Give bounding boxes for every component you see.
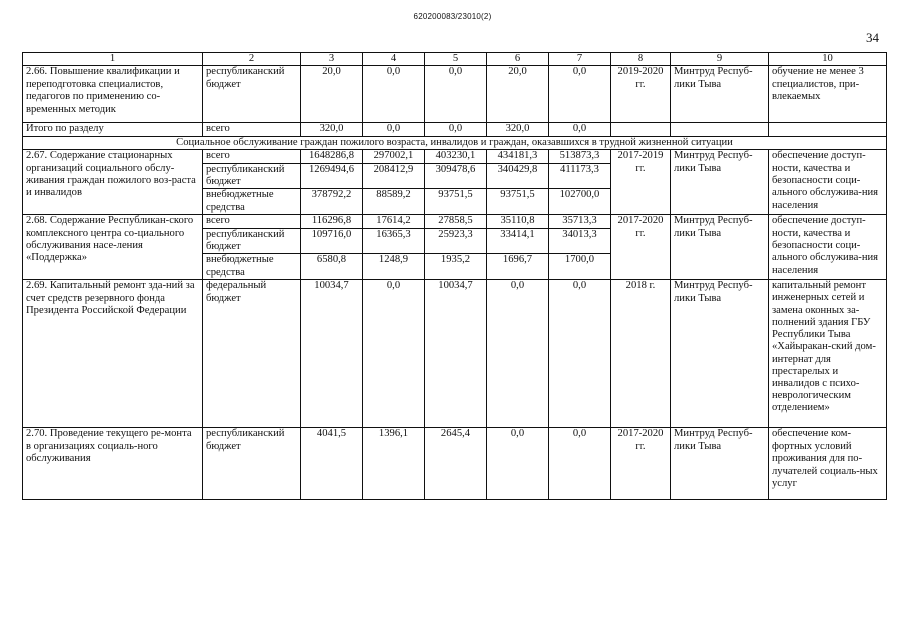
value-year-1: 1248,9 [363, 254, 425, 280]
value-year-1: 208412,9 [363, 163, 425, 189]
measure-name: 2.69. Капитальный ремонт зда-ний за счет средств резервного фонда Президента Российской Федерации [23, 280, 203, 428]
table-row [23, 280, 887, 428]
value-year-3: 20,0 [487, 66, 549, 123]
value-year-3: 33414,1 [487, 228, 549, 254]
page-number: 34 [866, 30, 879, 45]
measure-name: 2.70. Проведение текущего ре-монта в организациях социаль-ного обслуживания [23, 428, 203, 500]
document-id: 620200083/23010(2) [413, 12, 492, 21]
value-year-2: 27858,5 [425, 215, 487, 228]
value-year-4: 1700,0 [549, 254, 611, 280]
funding-source: республиканский бюджет [203, 163, 301, 189]
value-total: 320,0 [301, 123, 363, 136]
value-year-3: 320,0 [487, 123, 549, 136]
value-total: 4041,5 [301, 428, 363, 500]
col-header-1: 1 [23, 53, 203, 66]
value-year-2: 10034,7 [425, 280, 487, 428]
executor: Минтруд Респуб-лики Тыва [671, 66, 769, 123]
col-header-10: 10 [769, 53, 887, 66]
value-year-2: 0,0 [425, 66, 487, 123]
funding-source: федеральный бюджет [203, 280, 301, 428]
measure-name: 2.67. Содержание стационарных организаций социального обслу-живания граждан пожилого воз-раста и инвалидов [23, 150, 203, 215]
value-year-4: 411173,3 [549, 163, 611, 189]
expected-result: обучение не менее 3 специалистов, при-влекаемых [769, 66, 887, 123]
value-year-1: 17614,2 [363, 215, 425, 228]
funding-source: республиканский бюджет [203, 66, 301, 123]
value-year-3: 35110,8 [487, 215, 549, 228]
value-year-4: 0,0 [549, 280, 611, 428]
value-year-2: 0,0 [425, 123, 487, 136]
col-header-8: 8 [611, 53, 671, 66]
table-row [23, 150, 887, 163]
value-year-2: 309478,6 [425, 163, 487, 189]
value-total: 1648286,8 [301, 150, 363, 163]
col-header-9: 9 [671, 53, 769, 66]
table-row [23, 66, 887, 123]
expected-result: обеспечение доступ-ности, качества и безопасности соци-ального обслужива-ния населения [769, 215, 887, 280]
value-year-4: 0,0 [549, 66, 611, 123]
funding-source: внебюджетные средства [203, 254, 301, 280]
value-year-3: 0,0 [487, 280, 549, 428]
value-total: 10034,7 [301, 280, 363, 428]
executor: Минтруд Респуб-лики Тыва [671, 280, 769, 428]
empty-cell [769, 123, 887, 136]
header-row [23, 53, 887, 66]
period: 2019-2020 гг. [611, 66, 671, 123]
period: 2018 г. [611, 280, 671, 428]
funding-source: республиканский бюджет [203, 428, 301, 500]
value-year-1: 16365,3 [363, 228, 425, 254]
value-year-2: 2645,4 [425, 428, 487, 500]
col-header-2: 2 [203, 53, 301, 66]
value-year-2: 93751,5 [425, 189, 487, 215]
funding-source: внебюджетные средства [203, 189, 301, 215]
funding-source: всего [203, 123, 301, 136]
value-total: 378792,2 [301, 189, 363, 215]
value-total: 109716,0 [301, 228, 363, 254]
value-year-4: 35713,3 [549, 215, 611, 228]
value-year-4: 0,0 [549, 428, 611, 500]
empty-cell [611, 123, 671, 136]
total-row [23, 123, 887, 136]
col-header-4: 4 [363, 53, 425, 66]
value-year-3: 434181,3 [487, 150, 549, 163]
program-table [22, 52, 887, 500]
measure-name: 2.66. Повышение квалификации и переподготовка специалистов, педагогов по применению со-временных методик [23, 66, 203, 123]
period: 2017-2019 гг. [611, 150, 671, 215]
value-year-4: 513873,3 [549, 150, 611, 163]
expected-result: капитальный ремонт инженерных сетей и замена оконных за-полнений здания ГБУ Республики Тыва «Хайыракан-ский дом-интернат для престарелых и инвалидов с психо-неврологическим отделением» [769, 280, 887, 428]
value-year-2: 403230,1 [425, 150, 487, 163]
executor: Минтруд Респуб-лики Тыва [671, 150, 769, 215]
expected-result: обеспечение ком-фортных условий проживания для по-лучателей социаль-ных услуг [769, 428, 887, 500]
table-row [23, 428, 887, 500]
measure-name: 2.68. Содержание Республикан-ского комплексного центра со-циального обслуживания насе-ления «Поддержка» [23, 215, 203, 280]
executor: Минтруд Респуб-лики Тыва [671, 428, 769, 500]
value-total: 20,0 [301, 66, 363, 123]
value-year-1: 88589,2 [363, 189, 425, 215]
value-total: 6580,8 [301, 254, 363, 280]
value-year-3: 0,0 [487, 428, 549, 500]
value-total: 116296,8 [301, 215, 363, 228]
value-year-1: 0,0 [363, 123, 425, 136]
value-year-4: 34013,3 [549, 228, 611, 254]
table-row [23, 215, 887, 228]
period: 2017-2020 гг. [611, 215, 671, 280]
col-header-7: 7 [549, 53, 611, 66]
section-row [23, 136, 887, 149]
funding-source: всего [203, 150, 301, 163]
empty-cell [671, 123, 769, 136]
value-year-3: 93751,5 [487, 189, 549, 215]
period: 2017-2020 гг. [611, 428, 671, 500]
col-header-5: 5 [425, 53, 487, 66]
value-year-4: 102700,0 [549, 189, 611, 215]
total-label: Итого по разделу [23, 123, 203, 136]
expected-result: обеспечение доступ-ности, качества и безопасности соци-ального обслужива-ния населения [769, 150, 887, 215]
funding-source: всего [203, 215, 301, 228]
value-year-1: 297002,1 [363, 150, 425, 163]
value-year-1: 1396,1 [363, 428, 425, 500]
value-year-3: 1696,7 [487, 254, 549, 280]
value-year-1: 0,0 [363, 66, 425, 123]
value-year-2: 25923,3 [425, 228, 487, 254]
value-year-4: 0,0 [549, 123, 611, 136]
value-year-2: 1935,2 [425, 254, 487, 280]
value-total: 1269494,6 [301, 163, 363, 189]
section-title: Социальное обслуживание граждан пожилого возраста, инвалидов и граждан, оказавшихся в трудной жизненной ситуации [23, 136, 887, 149]
col-header-6: 6 [487, 53, 549, 66]
funding-source: республиканский бюджет [203, 228, 301, 254]
col-header-3: 3 [301, 53, 363, 66]
value-year-1: 0,0 [363, 280, 425, 428]
value-year-3: 340429,8 [487, 163, 549, 189]
executor: Минтруд Респуб-лики Тыва [671, 215, 769, 280]
